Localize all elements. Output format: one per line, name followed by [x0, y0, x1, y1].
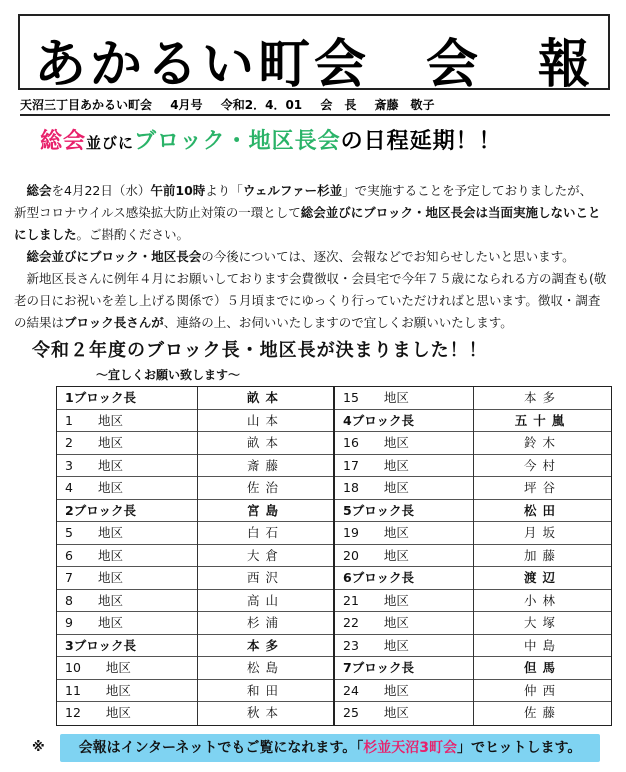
left-name-column: [197, 387, 333, 725]
table-name-cell: 中島: [474, 635, 611, 658]
table-name-cell: 鈴木: [474, 432, 611, 455]
headline-part3: ブロック・地区長会: [134, 129, 341, 154]
article-body: [14, 180, 610, 334]
table-name-cell: 本多: [474, 387, 611, 410]
table-name-cell: 松島: [198, 657, 333, 680]
table-name-cell: 秋本: [246, 705, 284, 720]
section-greeting: ～宜しくお願い致します～: [96, 368, 241, 382]
table-label-cell: 6 地区: [57, 545, 197, 568]
footer-search-term: 杉並天沼3町会: [363, 740, 457, 756]
leaders-table: [56, 386, 612, 726]
table-name-cell: 加藤: [474, 545, 611, 568]
table-name-cell: 大塚: [474, 612, 611, 635]
table-name-cell: 松田: [474, 500, 611, 523]
table-label-cell: 18 地区: [335, 477, 473, 500]
table-label-cell: 20 地区: [335, 545, 473, 568]
table-name-cell: 月坂: [474, 522, 611, 545]
title-box: [18, 14, 610, 95]
table-name-cell: 今村: [474, 455, 611, 478]
paragraph-2: 新型コロナウイルス感染拡大防止対策の一環として総会並びにブロック・地区長会は当面実施しないことにしました。ご斟酌ください。: [14, 205, 601, 242]
table-name-cell: 小林: [474, 590, 611, 613]
table-name-cell: 畝本: [198, 387, 333, 410]
table-label-cell: 15 地区: [335, 387, 473, 410]
section-title: 令和２年度のブロック長・地区長が決まりました！！: [32, 340, 488, 361]
footer: [20, 734, 610, 764]
headline-part4: の日程延期！！: [340, 129, 502, 154]
table-label-cell: 7ブロック長: [335, 657, 473, 680]
table-name-cell: 高山: [198, 590, 333, 613]
table-name-cell: 宮島: [198, 500, 333, 523]
table-name-cell: 佐治: [198, 477, 333, 500]
table-label-cell: 1 地区: [57, 410, 197, 433]
table-label-cell: 6ブロック長: [335, 567, 473, 590]
table-label-cell: 16 地区: [335, 432, 473, 455]
paragraph-3: 総会並びにブロック・地区長会の今後については、逐次、会報などでお知らせしたいと思います。: [26, 249, 575, 264]
paragraph-4: 新地区長さんに例年４月にお願いしております会費徴収・会員宅で今年７５歳になられる方の調査も(敬老の日にお祝いを差し上げる関係で）５月頃までにゆっくり行っていただければと思います。徴収・調査の結果はブロック長さんが、連絡の上、お伺いいたしますので宜しくお願いいたします。: [14, 271, 607, 330]
table-label-cell: 11 地区: [57, 680, 197, 703]
table-label-cell: 3ブロック長: [57, 635, 197, 658]
table-name-cell: 山本: [198, 410, 333, 433]
table-label-cell: 8 地区: [57, 590, 197, 613]
table-label-cell: 1ブロック長: [57, 387, 197, 410]
table-name-cell: 但馬: [474, 657, 611, 680]
table-label-cell: 23 地区: [335, 635, 473, 658]
table-label-cell: 2 地区: [57, 432, 197, 455]
table-label-cell: 25 地区: [343, 705, 409, 720]
headline: [40, 124, 600, 155]
table-label-cell: 10 地区: [57, 657, 197, 680]
issue-date: 令和2．4．01: [220, 98, 303, 112]
table-name-cell: 大倉: [198, 545, 333, 568]
masthead-divider: [20, 114, 610, 116]
table-name-cell: 佐藤: [523, 705, 561, 720]
left-label-column: [57, 387, 197, 725]
table-label-cell: 2ブロック長: [57, 500, 197, 523]
table-name-cell: 西沢: [198, 567, 333, 590]
right-name-column: [473, 387, 611, 725]
table-label-cell: 21 地区: [335, 590, 473, 613]
table-label-cell: 12 地区: [65, 705, 131, 720]
paragraph-1: 総会を4月22日（水）午前10時より「ウェルファー杉並」で実施することを予定しておりましたが、: [26, 183, 593, 198]
footer-notice: 会報はインターネットでもご覧になれます。「杉並天沼3町会」でヒットします。: [60, 734, 600, 762]
table-label-cell: 5ブロック長: [335, 500, 473, 523]
table-label-cell: 22 地区: [335, 612, 473, 635]
table-name-cell: 五十嵐: [474, 410, 611, 433]
table-name-cell: 白石: [198, 522, 333, 545]
chair-label: 会 長: [320, 98, 357, 112]
table-name-cell: 和田: [198, 680, 333, 703]
table-name-cell: 杉浦: [198, 612, 333, 635]
issue-month: 4月号: [170, 98, 203, 112]
table-name-cell: 仲西: [474, 680, 611, 703]
table-label-cell: 7 地区: [57, 567, 197, 590]
table-label-cell: 19 地区: [335, 522, 473, 545]
chair-name: 斎藤 敬子: [374, 98, 435, 112]
association-name: 天沼三丁目あかるい町会: [20, 98, 153, 112]
table-name-cell: 本多: [198, 635, 333, 658]
headline-part2: 並びに: [86, 134, 135, 152]
table-name-cell: 渡辺: [474, 567, 611, 590]
table-label-cell: 5 地区: [57, 522, 197, 545]
table-name-cell: 坪谷: [474, 477, 611, 500]
newsletter-title: あかるい町会 会 報: [33, 35, 594, 95]
table-label-cell: 9 地区: [57, 612, 197, 635]
table-label-cell: 3 地区: [57, 455, 197, 478]
footer-mark: ※: [32, 740, 45, 755]
table-label-cell: 17 地区: [335, 455, 473, 478]
table-label-cell: 24 地区: [335, 680, 473, 703]
table-label-cell: 4ブロック長: [335, 410, 473, 433]
headline-part1: 総会: [40, 129, 87, 154]
table-label-cell: 4 地区: [57, 477, 197, 500]
table-name-cell: 斎藤: [198, 455, 333, 478]
masthead-info: [20, 96, 612, 113]
right-label-column: [333, 387, 473, 725]
table-name-cell: 畝本: [198, 432, 333, 455]
